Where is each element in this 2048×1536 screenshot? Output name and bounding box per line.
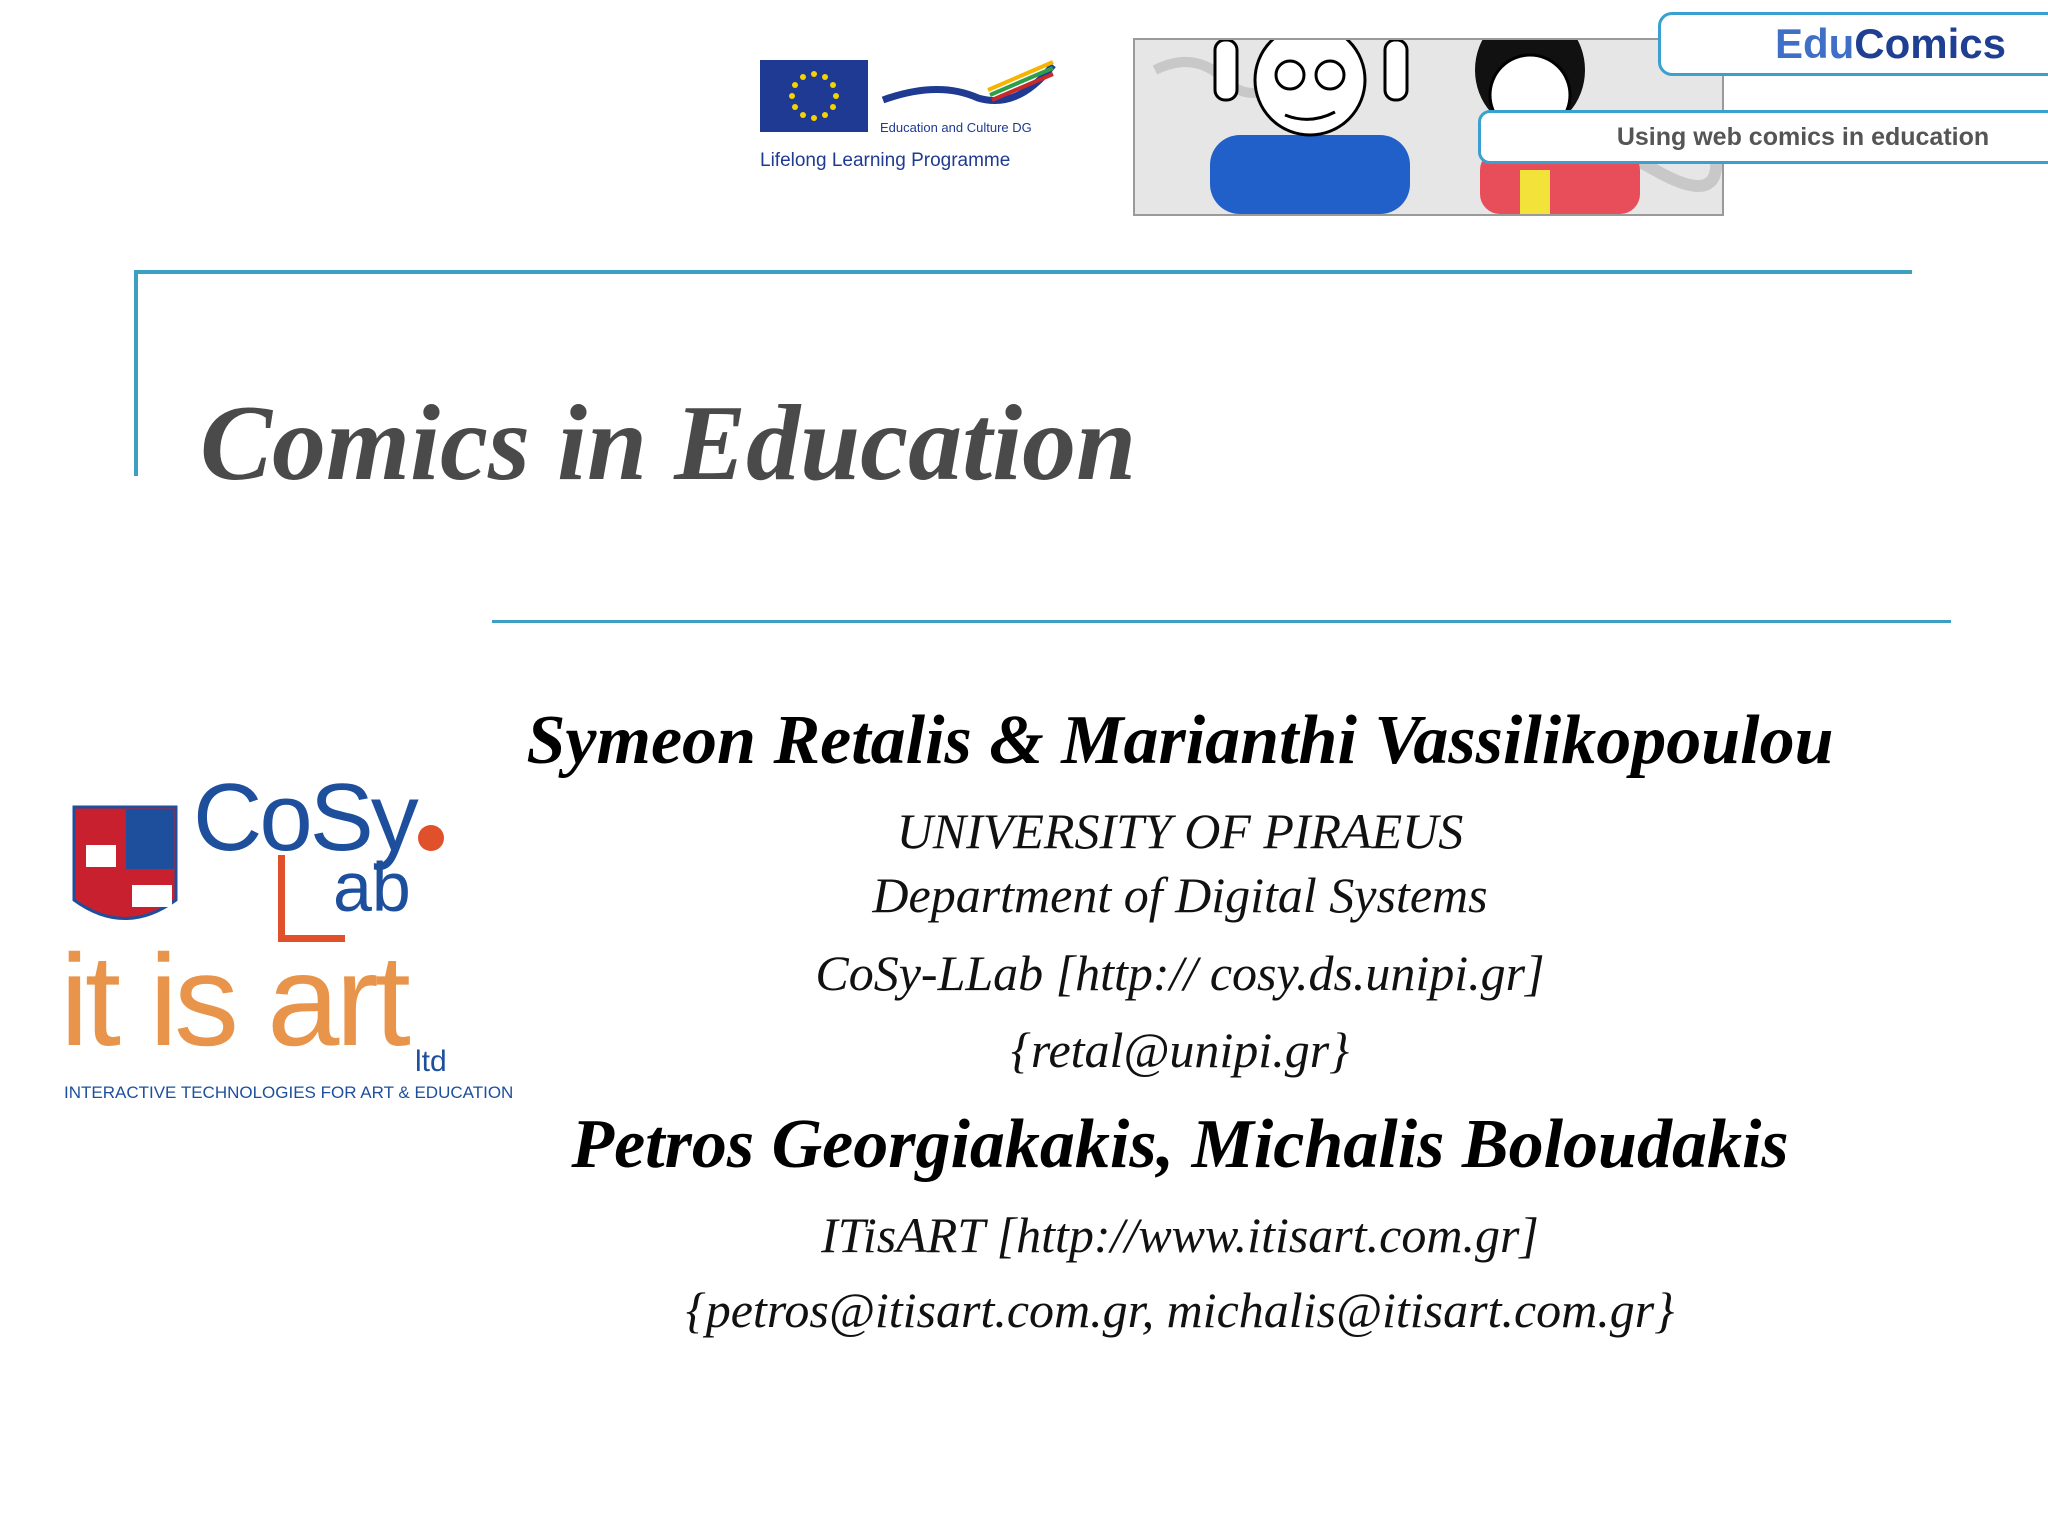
itisart-caption: INTERACTIVE TECHNOLOGIES FOR ART & EDUCATION: [64, 1083, 514, 1102]
university-shield-icon: [72, 805, 178, 937]
cosy-logo-text: CoSy: [193, 764, 416, 871]
educomics-subtitle-bubble: Using web comics in education: [1478, 110, 2048, 164]
eu-flag-icon: [760, 60, 868, 132]
email-group1: {retal@unipi.gr}: [1010, 1022, 1350, 1078]
eu-programme-caption: Lifelong Learning Programme: [760, 150, 1011, 171]
email-group2: {petros@itisart.com.gr, michalis@itisart.com.gr}: [685, 1282, 1675, 1338]
educomics-title-bubble: [1658, 12, 2048, 76]
eu-dg-caption: Education and Culture DG: [880, 120, 1032, 135]
authors-group2: Petros Georgiakakis, Michalis Boloudakis: [571, 1106, 1789, 1183]
page-title: Comics in Education: [200, 384, 1137, 503]
company-link: ITisART [http://www.itisart.com.gr]: [821, 1207, 1539, 1263]
cosy-llab-logo: [68, 764, 458, 950]
university-name: UNIVERSITY OF PIRAEUS: [896, 803, 1464, 859]
lab-link: CoSy-LLab [http:// cosy.ds.unipi.gr]: [815, 945, 1545, 1001]
educomics-title-edu: Edu: [1774, 20, 1855, 67]
itisart-ltd-text: ltd: [415, 1045, 447, 1078]
swoosh-icon: [878, 60, 1058, 120]
educomics-title-comics: Comics: [1854, 20, 2007, 67]
frame-top-line: [134, 270, 1912, 274]
eu-lifelong-learning-logo: [760, 60, 1060, 180]
lab-logo-text: ab: [333, 848, 411, 926]
itisart-logo: [60, 927, 514, 1105]
frame-divider-line: [492, 620, 1951, 623]
department-name: Department of Digital Systems: [872, 867, 1488, 923]
red-dot-icon: [418, 825, 444, 851]
authors-group1: Symeon Retalis & Marianthi Vassilikopoulou: [526, 702, 1834, 779]
itisart-logo-text: it is art: [60, 927, 407, 1073]
educomics-banner: [1133, 0, 2007, 216]
frame-left-line: [134, 270, 138, 476]
